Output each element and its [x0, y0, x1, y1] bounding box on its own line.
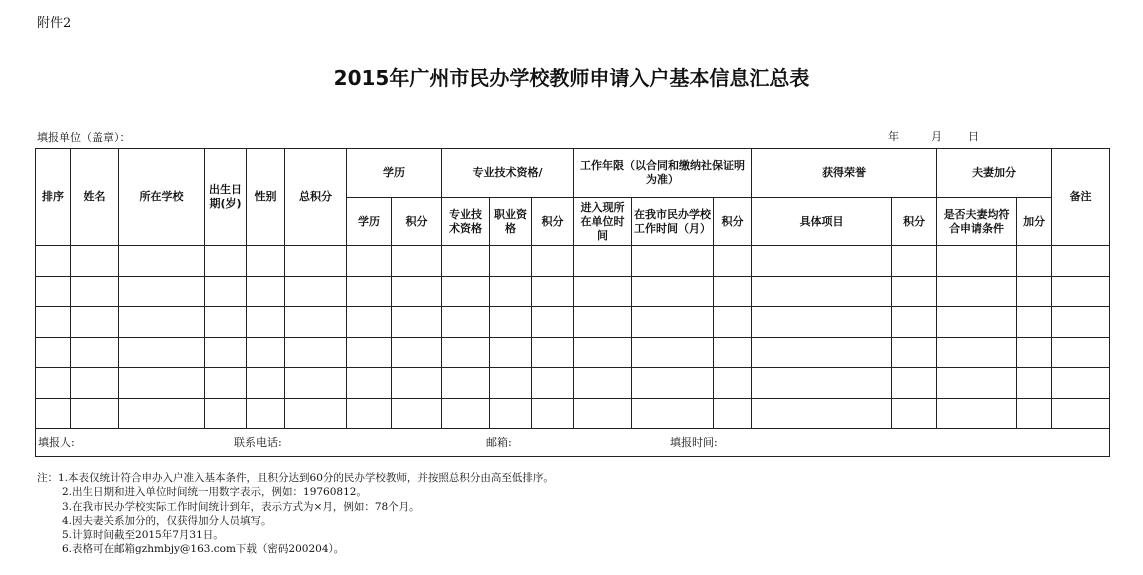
- table-cell[interactable]: [532, 368, 574, 399]
- info-summary-table: [35, 148, 1110, 457]
- table-cell[interactable]: [247, 307, 285, 338]
- header-school: 所在学校: [119, 149, 205, 246]
- table-cell[interactable]: [937, 337, 1017, 368]
- table-cell[interactable]: [892, 368, 937, 399]
- table-cell[interactable]: [71, 368, 119, 399]
- footer-row: [36, 429, 1110, 457]
- table-cell[interactable]: [632, 337, 714, 368]
- header-seq: 排序: [36, 149, 71, 246]
- header-work-group: 工作年限（以合同和缴纳社保证明为准）: [574, 149, 752, 198]
- table-cell[interactable]: [1017, 246, 1052, 277]
- table-cell[interactable]: [490, 398, 532, 429]
- header-honor-score: 积分: [892, 198, 937, 246]
- table-cell[interactable]: [937, 276, 1017, 307]
- table-cell[interactable]: [714, 398, 752, 429]
- header-qualification-job: 职业资格: [490, 198, 532, 246]
- table-cell[interactable]: [714, 307, 752, 338]
- data-rows: [36, 246, 1110, 429]
- table-cell[interactable]: [937, 246, 1017, 277]
- table-cell[interactable]: [1052, 276, 1110, 307]
- note-line: 3.在我市民办学校实际工作时间统计到年，表示方式为×月，例如：78个月。: [62, 500, 420, 513]
- table-cell[interactable]: [392, 276, 442, 307]
- table-cell[interactable]: [714, 276, 752, 307]
- table-cell[interactable]: [490, 246, 532, 277]
- table-cell[interactable]: [205, 337, 247, 368]
- table-cell[interactable]: [347, 398, 392, 429]
- table-cell[interactable]: [632, 276, 714, 307]
- header-name: 姓名: [71, 149, 119, 246]
- table-cell[interactable]: [1017, 276, 1052, 307]
- table-cell[interactable]: [119, 398, 205, 429]
- table-cell[interactable]: [632, 398, 714, 429]
- table-cell[interactable]: [574, 246, 632, 277]
- table-cell[interactable]: [119, 246, 205, 277]
- table-cell[interactable]: [574, 368, 632, 399]
- table-cell[interactable]: [714, 368, 752, 399]
- header-gender: 性别: [247, 149, 285, 246]
- table-cell[interactable]: [285, 398, 347, 429]
- table-cell[interactable]: [392, 368, 442, 399]
- table-row: [36, 398, 1110, 429]
- table-cell[interactable]: [347, 246, 392, 277]
- footer-phone: 联系电话:: [234, 436, 282, 449]
- note-line: 注：1.本表仅统计符合申办入户准入基本条件，且积分达到60分的民办学校教师，并按照总积分由高至低排序。: [37, 472, 554, 484]
- table-cell[interactable]: [892, 337, 937, 368]
- table-cell[interactable]: [247, 398, 285, 429]
- header-honor-group: 获得荣誉: [752, 149, 937, 198]
- table-cell[interactable]: [36, 307, 71, 338]
- table-cell[interactable]: [442, 398, 490, 429]
- date-day-label: 日: [968, 130, 979, 143]
- table-cell[interactable]: [36, 246, 71, 277]
- table-row: [36, 307, 1110, 338]
- table-cell[interactable]: [490, 276, 532, 307]
- header-total-score: 总积分: [285, 149, 347, 246]
- footer-fill-time: 填报时间:: [670, 436, 718, 449]
- table-cell[interactable]: [71, 398, 119, 429]
- table-cell[interactable]: [392, 398, 442, 429]
- table-cell[interactable]: [574, 398, 632, 429]
- table-cell[interactable]: [392, 246, 442, 277]
- table-cell[interactable]: [347, 276, 392, 307]
- table-cell[interactable]: [714, 337, 752, 368]
- table-cell[interactable]: [892, 246, 937, 277]
- table-cell[interactable]: [71, 337, 119, 368]
- header-education-score: 积分: [392, 198, 442, 246]
- table-cell[interactable]: [752, 368, 892, 399]
- table-row: [36, 246, 1110, 277]
- table-cell[interactable]: [892, 398, 937, 429]
- table-cell[interactable]: [71, 276, 119, 307]
- table-cell[interactable]: [937, 368, 1017, 399]
- header-education: 学历: [347, 198, 392, 246]
- header-qualification-tech: 专业技术资格: [442, 198, 490, 246]
- footer-email: 邮箱:: [486, 436, 512, 449]
- table-cell[interactable]: [285, 246, 347, 277]
- table-cell[interactable]: [392, 337, 442, 368]
- table-cell[interactable]: [574, 337, 632, 368]
- table-cell[interactable]: [285, 337, 347, 368]
- table-cell[interactable]: [632, 368, 714, 399]
- date-year-label: 年: [888, 130, 899, 143]
- table-cell[interactable]: [490, 307, 532, 338]
- table-cell[interactable]: [119, 368, 205, 399]
- header-spouse-bonus: 加分: [1017, 198, 1052, 246]
- table-cell[interactable]: [532, 246, 574, 277]
- date-month-label: 月: [931, 130, 942, 143]
- table-cell[interactable]: [119, 307, 205, 338]
- note-line: 4.因夫妻关系加分的，仅获得加分人员填写。: [62, 514, 272, 527]
- note-line: 5.计算时间截至2015年7月31日。: [62, 529, 224, 542]
- table-cell[interactable]: [1052, 246, 1110, 277]
- table-cell[interactable]: [36, 368, 71, 399]
- table-cell[interactable]: [442, 368, 490, 399]
- header-spouse-group: 夫妻加分: [937, 149, 1052, 198]
- note-line: 6.表格可在邮箱gzhmbjy@163.com下载（密码200204）。: [62, 543, 345, 556]
- page-title: 2015年广州市民办学校教师申请入户基本信息汇总表: [333, 66, 810, 90]
- table-cell[interactable]: [285, 276, 347, 307]
- header-work-years: 在我市民办学校工作时间（月）: [632, 198, 714, 246]
- table-cell[interactable]: [574, 276, 632, 307]
- table-cell[interactable]: [247, 246, 285, 277]
- table-cell[interactable]: [347, 307, 392, 338]
- table-cell[interactable]: [347, 337, 392, 368]
- table-cell[interactable]: [36, 337, 71, 368]
- table-cell[interactable]: [937, 398, 1017, 429]
- table-cell[interactable]: [71, 307, 119, 338]
- table-cell[interactable]: [1052, 337, 1110, 368]
- table-row: [36, 337, 1110, 368]
- table-cell[interactable]: [119, 337, 205, 368]
- table-cell[interactable]: [1017, 398, 1052, 429]
- table-cell[interactable]: [285, 307, 347, 338]
- table-cell[interactable]: [247, 337, 285, 368]
- table-row: [36, 368, 1110, 399]
- table-cell[interactable]: [442, 307, 490, 338]
- header-education-group: 学历: [347, 149, 442, 198]
- table-row: [36, 276, 1110, 307]
- attachment-label: 附件2: [37, 16, 72, 31]
- table-cell[interactable]: [392, 307, 442, 338]
- table-cell[interactable]: [442, 246, 490, 277]
- table-cell[interactable]: [71, 246, 119, 277]
- date-labels: [888, 128, 979, 144]
- table-cell[interactable]: [752, 337, 892, 368]
- table-cell[interactable]: [442, 337, 490, 368]
- table-cell[interactable]: [442, 276, 490, 307]
- note-line: 2.出生日期和进入单位时间统一用数字表示，例如：19760812。: [62, 486, 367, 499]
- table-cell[interactable]: [1017, 368, 1052, 399]
- header-honor-items: 具体项目: [752, 198, 892, 246]
- table-cell[interactable]: [632, 307, 714, 338]
- table-cell[interactable]: [285, 368, 347, 399]
- table-cell[interactable]: [1052, 398, 1110, 429]
- footer-filler: 填报人:: [38, 436, 75, 449]
- table-cell[interactable]: [1017, 337, 1052, 368]
- table-cell[interactable]: [490, 368, 532, 399]
- table-cell[interactable]: [1017, 307, 1052, 338]
- table-cell[interactable]: [36, 276, 71, 307]
- table-cell[interactable]: [532, 398, 574, 429]
- table-cell[interactable]: [347, 368, 392, 399]
- header-work-score: 积分: [714, 198, 752, 246]
- table-cell[interactable]: [490, 337, 532, 368]
- header-work-current: 进入现所在单位时间: [574, 198, 632, 246]
- table-cell[interactable]: [752, 276, 892, 307]
- table-cell[interactable]: [247, 276, 285, 307]
- table-cell[interactable]: [205, 276, 247, 307]
- table-cell[interactable]: [119, 276, 205, 307]
- header-qualification-score: 积分: [532, 198, 574, 246]
- table-cell[interactable]: [714, 246, 752, 277]
- table-cell[interactable]: [574, 307, 632, 338]
- table-cell[interactable]: [205, 307, 247, 338]
- table-cell[interactable]: [1052, 368, 1110, 399]
- table-cell[interactable]: [532, 276, 574, 307]
- table-cell[interactable]: [632, 246, 714, 277]
- table-cell[interactable]: [937, 307, 1017, 338]
- table-cell[interactable]: [892, 276, 937, 307]
- table-cell[interactable]: [892, 307, 937, 338]
- table-cell[interactable]: [205, 246, 247, 277]
- header-remarks: 备注: [1052, 149, 1110, 246]
- table-cell[interactable]: [532, 337, 574, 368]
- fill-unit-label: 填报单位（盖章）：: [37, 131, 131, 144]
- notes: [37, 471, 554, 557]
- table-cell[interactable]: [247, 368, 285, 399]
- table-cell[interactable]: [752, 398, 892, 429]
- table-cell[interactable]: [752, 246, 892, 277]
- header-qualification-group: 专业技术资格/: [442, 149, 574, 198]
- table-cell[interactable]: [1052, 307, 1110, 338]
- table-cell[interactable]: [205, 398, 247, 429]
- header-spouse-condition: 是否夫妻均符合申请条件: [937, 198, 1017, 246]
- header-birth: 出生日期(岁): [205, 149, 247, 246]
- table-cell[interactable]: [752, 307, 892, 338]
- table-cell[interactable]: [205, 368, 247, 399]
- table-cell[interactable]: [532, 307, 574, 338]
- table-cell[interactable]: [36, 398, 71, 429]
